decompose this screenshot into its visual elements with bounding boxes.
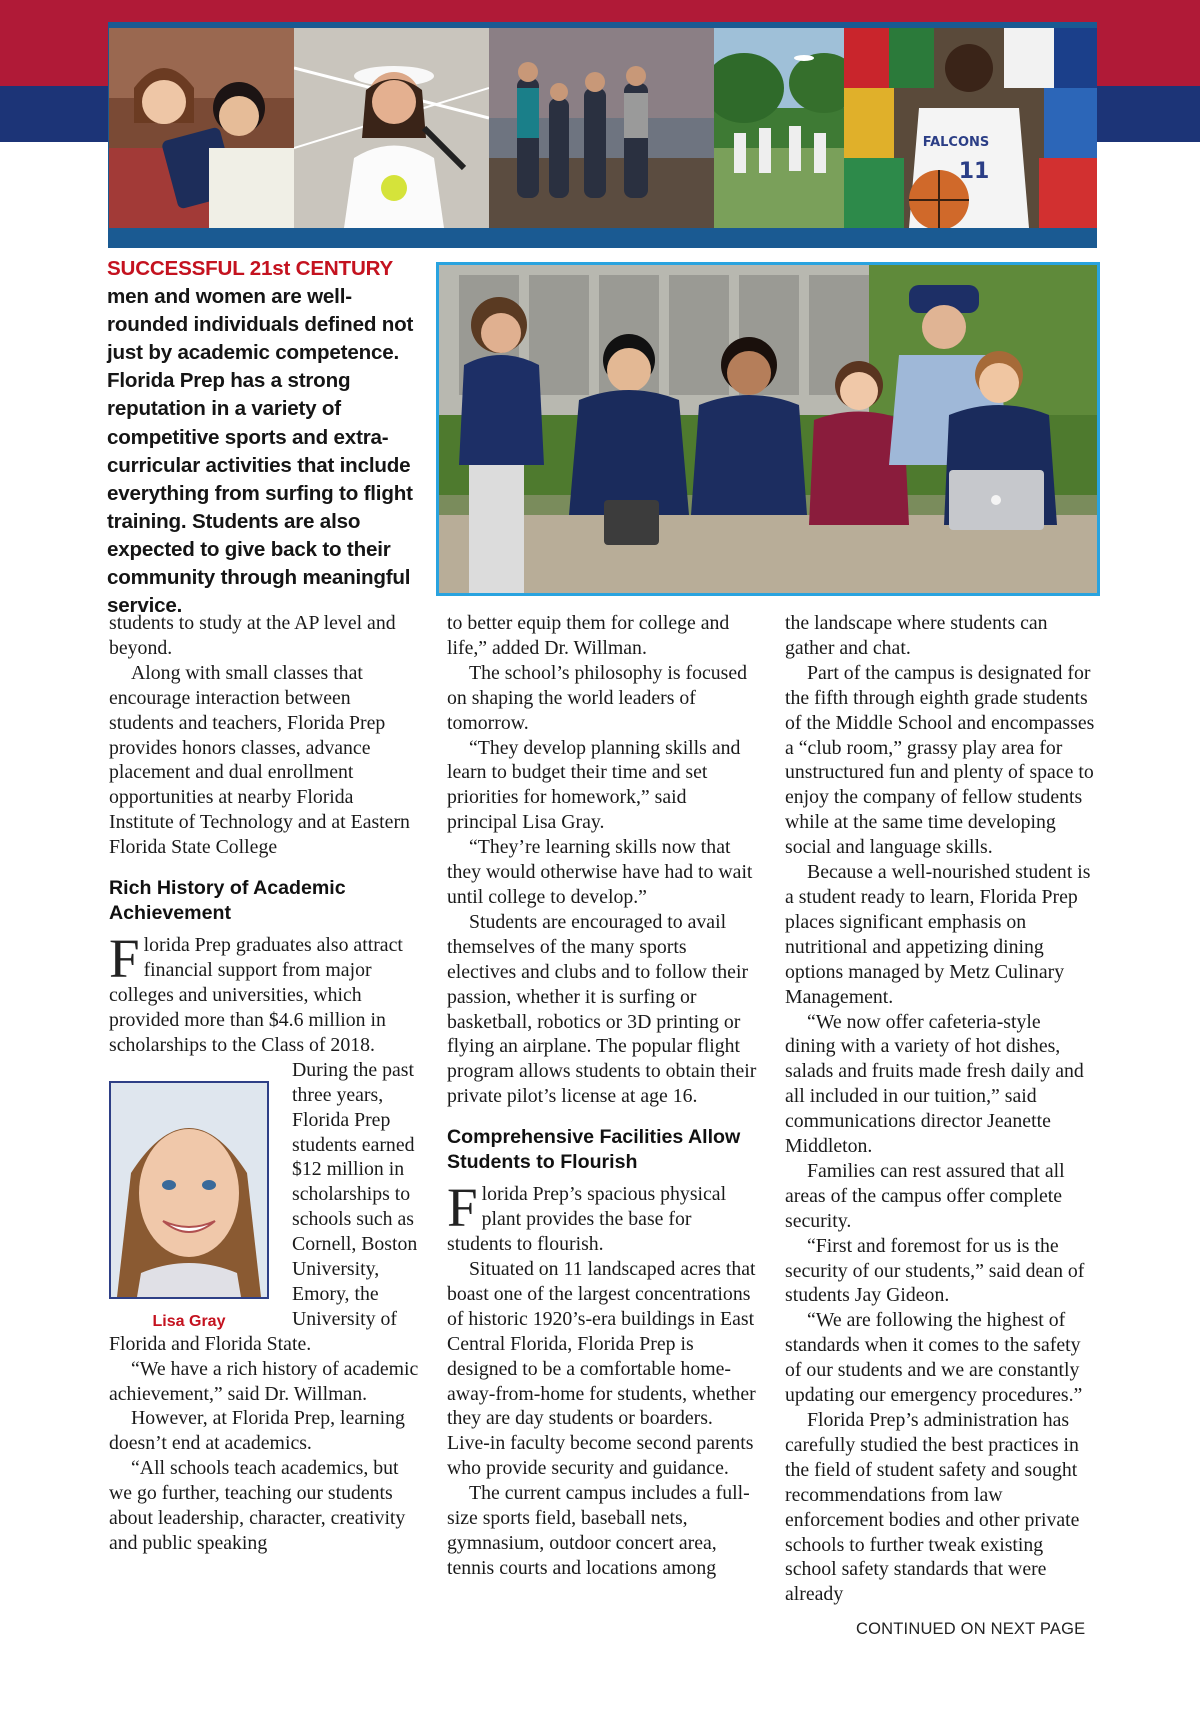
continued-label: CONTINUED ON NEXT PAGE — [856, 1620, 1086, 1638]
paragraph-with-dropcap: Florida Prep’s spacious physical plant provides the base for students to flourish. — [447, 1177, 727, 1256]
portrait-lisa-gray — [109, 1081, 269, 1299]
paragraph: However, at Florida Prep, learning doesn’t end at academics. — [109, 1407, 405, 1455]
pull-quote — [107, 255, 427, 620]
section-heading: Comprehensive Facilities Allow Students to Flourish — [447, 1126, 741, 1173]
paragraph: Families can rest assured that all areas of the campus offer complete security. — [785, 1159, 1065, 1232]
paragraph: to better equip them for college and life,” added Dr. Willman. — [447, 612, 730, 659]
section-heading: Rich History of Academic Achievement — [109, 877, 346, 924]
paragraph: “They’re learning skills now that they would otherwise have had to wait until college to develop.” — [447, 836, 753, 908]
paragraph: Along with small classes that encourage interaction between students and teachers, Florida Prep provides honors classes, advance placement and dual enrollment opportunities at nearby Florida Institute of Technology and at Eastern Florida State College — [109, 661, 410, 859]
paragraph: “First and foremost for us is the security of our students,” said dean of students Jay Gideon. — [785, 1234, 1085, 1307]
jersey-number: 11 — [958, 159, 990, 184]
paragraph: “They develop planning skills and learn to budget their time and set priorities for homework,” said principal Lisa Gray. — [447, 736, 741, 834]
photo-students-with-tablet — [109, 28, 294, 228]
pull-quote-text: men and women are well-rounded individuals defined not just by academic competence. Florida Prep has a strong reputation in a variety of competitive sports and extra-curricular activities that include everything from surfing to flight training. Students are also expected to give back to their community through meaningful service. — [107, 285, 414, 618]
article-column-3 — [785, 611, 1095, 1607]
jersey-text: FALCONS — [922, 135, 990, 150]
paragraph-with-dropcap: Florida Prep graduates also attract financial support from major colleges and universities, which provided more than $4.6 million in scholarships to the Class of 2018. During the past three years, Florida Prep students earned $12 million in scholarships to schools such as Cornell, Boston University, Emory, the University of Florida and Florida State. — [109, 928, 418, 1355]
portrait-caption: Lisa Gray — [152, 1313, 226, 1330]
dropcap: F — [447, 1177, 478, 1239]
article-column-2 — [447, 611, 757, 1581]
photo-students-at-lakeside — [489, 28, 714, 228]
pull-quote-lead: SUCCESSFUL 21st CENTURY — [107, 257, 393, 280]
portrait-inset — [109, 1081, 269, 1331]
photo-basketball-player-with-flags — [844, 28, 1097, 228]
photo-tennis-player — [294, 28, 489, 228]
paragraph: Florida Prep’s administration has carefully studied the best practices in the field of student safety and sought recommendations from law enforcement bodies and other private schools to further tweak existing school safety standards that were already — [785, 1409, 1080, 1606]
paragraph: “All schools teach academics, but we go further, teaching our students about leadership, character, creativity and public speaking — [109, 1457, 406, 1554]
paragraph: “We now offer cafeteria-style dining with a variety of hot dishes, salads and fruits made fresh daily and all included in our tuition,” said communications director Jeanette Middleton. — [785, 1010, 1084, 1158]
dropcap: F — [109, 928, 140, 990]
photo-students-playing-frisbee — [714, 28, 844, 228]
paragraph: Part of the campus is designated for the fifth through eighth grade students of the Middle School and encompasses a “club room,” grassy play area for unstructured fun and plenty of space to enjoy the company of fellow students while at the same time developing social and language skills. — [785, 661, 1095, 859]
photo-students-sitting-on-bench-with-devices — [436, 262, 1100, 596]
paragraph: The current campus includes a full-size sports field, baseball nets, gymnasium, outdoor concert area, tennis courts and locations among — [447, 1482, 750, 1579]
paragraph: the landscape where students can gather and chat. — [785, 612, 1048, 659]
paragraph: Because a well-nourished student is a student ready to learn, Florida Prep places significant emphasis on nutritional and appetizing dining options managed by Metz Culinary Management. — [785, 861, 1091, 1008]
paragraph: “We are following the highest of standards when it comes to the safety of our students and we are constantly updating our emergency procedures.” — [785, 1309, 1083, 1407]
paragraph: Students are encouraged to avail themselves of the many sports electives and clubs and to follow their passion, whether it is surfing or basketball, robotics or 3D printing or flying an airplane. The popular flight program allows students to obtain their private pilot’s license at age 16. — [447, 910, 757, 1108]
paragraph: The school’s philosophy is focused on shaping the world leaders of tomorrow. — [447, 661, 748, 734]
paragraph: students to study at the AP level and beyond. — [109, 612, 396, 659]
paragraph: Situated on 11 landscaped acres that boast one of the largest concentrations of historic 1920’s-era buildings in East Central Florida, Florida Prep is designed to be a comfortable home-away-from-home for students, whether they are day students or boarders. Live-in faculty become second parents who provide security and guidance. — [447, 1258, 756, 1480]
paragraph: “We have a rich history of academic achievement,” said Dr. Willman. — [109, 1357, 419, 1405]
